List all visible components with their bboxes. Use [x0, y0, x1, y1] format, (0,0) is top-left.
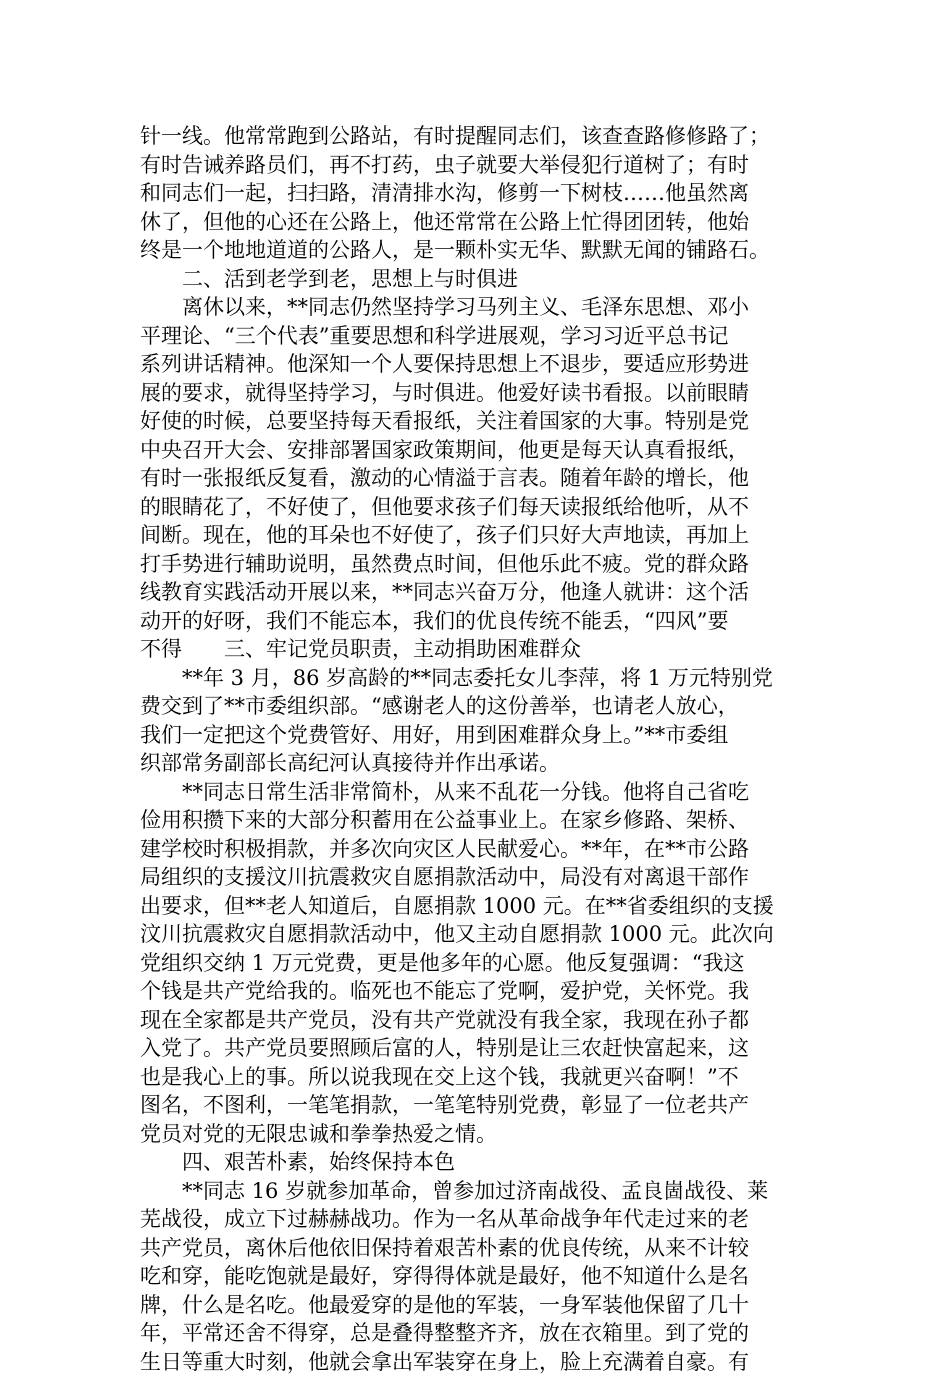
text-line: 展的要求，就得坚持学习，与时俱进。他爱好读书看报。以前眼睛: [140, 379, 830, 408]
text-line: 有时一张报纸反复看，激动的心情溢于言表。随着年龄的增长，他: [140, 464, 830, 493]
text-line: 终是一个地地道道的公路人，是一颗朴实无华、默默无闻的铺路石。: [140, 236, 830, 265]
text-line: 线教育实践活动开展以来，**同志兴奋万分，他逢人就讲：这个活: [140, 578, 830, 607]
text-line: 现在全家都是共产党员，没有共产党就没有我全家，我现在孙子都: [140, 1006, 830, 1035]
text-line: **同志 16 岁就参加革命，曾参加过济南战役、孟良崮战役、莱: [140, 1177, 830, 1206]
text-line: 打手势进行辅助说明，虽然费点时间，但他乐此不疲。党的群众路: [140, 550, 830, 579]
text-line: 俭用积攒下来的大部分积蓄用在公益事业上。在家乡修路、架桥、: [140, 806, 830, 835]
text-line: 我们一定把这个党费管好、用好，用到困难群众身上。”**市委组: [140, 721, 830, 750]
text-line: 建学校时积极捐款，并多次向灾区人民献爱心。**年，在**市公路: [140, 835, 830, 864]
text-line: 好使的时候，总要坚持每天看报纸，关注着国家的大事。特别是党: [140, 407, 830, 436]
text-line: 和同志们一起，扫扫路，清清排水沟，修剪一下树枝……他虽然离: [140, 179, 830, 208]
section-heading: 不得 三、牢记党员职责，主动捐助困难群众: [140, 635, 830, 664]
text-line: 平理论、“三个代表”重要思想和科学进展观，学习习近平总书记: [140, 322, 830, 351]
text-line: 针一线。他常常跑到公路站，有时提醒同志们，该查查路修修路了；: [140, 122, 830, 151]
text-line: 党员对党的无限忠诚和拳拳热爱之情。: [140, 1120, 830, 1149]
text-line: 共产党员，离休后他依旧保持着艰苦朴素的优良传统，从来不计较: [140, 1234, 830, 1263]
text-line: 费交到了**市委组织部。“感谢老人的这份善举，也请老人放心，: [140, 692, 830, 721]
text-line: 入党了。共产党员要照顾后富的人，特别是让三农赶快富起来，这: [140, 1034, 830, 1063]
text-line: 织部常务副部长高纪河认真接待并作出承诺。: [140, 749, 830, 778]
text-line: 也是我心上的事。所以说我现在交上这个钱，我就更兴奋啊！”不: [140, 1063, 830, 1092]
text-line: 休了，但他的心还在公路上，他还常常在公路上忙得团团转，他始: [140, 208, 830, 237]
text-line: **年 3 月，86 岁高龄的**同志委托女儿李萍，将 1 万元特别党: [140, 664, 830, 693]
text-line: 离休以来，**同志仍然坚持学习马列主义、毛泽东思想、邓小: [140, 293, 830, 322]
text-line: 吃和穿，能吃饱就是最好，穿得得体就是最好，他不知道什么是名: [140, 1262, 830, 1291]
text-line: 个钱是共产党给我的。临死也不能忘了党啊，爱护党，关怀党。我: [140, 977, 830, 1006]
text-line: 间断。现在，他的耳朵也不好使了，孩子们只好大声地读，再加上: [140, 521, 830, 550]
text-line: 局组织的支援汶川抗震救灾自愿捐款活动中，局没有对离退干部作: [140, 863, 830, 892]
text-line: 有时告诫养路员们，再不打药，虫子就要大举侵犯行道树了；有时: [140, 151, 830, 180]
text-line: 出要求，但**老人知道后，自愿捐款 1000 元。在**省委组织的支援: [140, 892, 830, 921]
text-line: 汶川抗震救灾自愿捐款活动中，他又主动自愿捐款 1000 元。此次向: [140, 920, 830, 949]
section-heading: 四、艰苦朴素，始终保持本色: [140, 1148, 830, 1177]
text-line: 党组织交纳 1 万元党费，更是他多年的心愿。他反复强调：“我这: [140, 949, 830, 978]
text-line: 牌，什么是名吃。他最爱穿的是他的军装，一身军装他保留了几十: [140, 1291, 830, 1320]
text-line: 生日等重大时刻，他就会拿出军装穿在身上，脸上充满着自豪。有: [140, 1348, 830, 1376]
text-line: 中央召开大会、安排部署国家政策期间，他更是每天认真看报纸，: [140, 436, 830, 465]
text-line: 动开的好呀，我们不能忘本，我们的优良传统不能丢，“四风”要: [140, 607, 830, 636]
text-line: **同志日常生活非常简朴，从来不乱花一分钱。他将自己省吃: [140, 778, 830, 807]
section-heading: 二、活到老学到老，思想上与时俱进: [140, 265, 830, 294]
text-line: 的眼睛花了，不好使了，但他要求孩子们每天读报纸给他听，从不: [140, 493, 830, 522]
text-line: 图名，不图利，一笔笔捐款，一笔笔特别党费，彰显了一位老共产: [140, 1091, 830, 1120]
document-body: [140, 122, 830, 1376]
text-line: 芜战役，成立下过赫赫战功。作为一名从革命战争年代走过来的老: [140, 1205, 830, 1234]
text-line: 系列讲话精神。他深知一个人要保持思想上不退步，要适应形势进: [140, 350, 830, 379]
text-line: 年，平常还舍不得穿，总是叠得整整齐齐，放在衣箱里。到了党的: [140, 1319, 830, 1348]
